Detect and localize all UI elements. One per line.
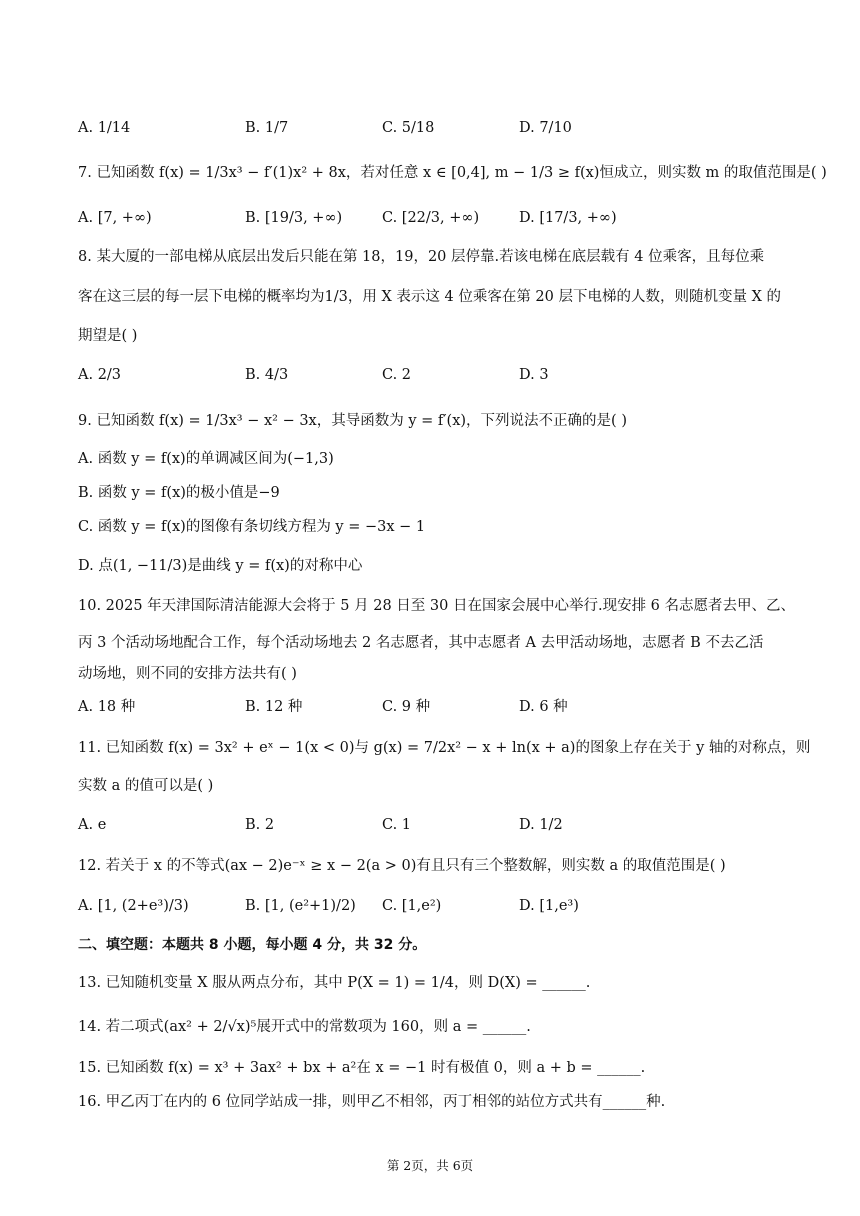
q10-line-2: 丙 3 个活动场地配合工作，每个活动场地去 2 名志愿者，其中志愿者 A 去甲活动场地，志愿者 B 不去乙活 — [78, 635, 764, 651]
q7-option-a: A. [7, +∞) — [78, 210, 152, 226]
q9-option-b: B. 函数 y = f(x)的极小值是−9 — [78, 485, 280, 501]
q12-option-b: B. [1, (e²+1)/2) — [245, 898, 356, 914]
q9-option-a: A. 函数 y = f(x)的单调减区间为(−1,3) — [78, 451, 334, 467]
q7-stem: 7. 已知函数 f(x) = 1/3x³ − f′(1)x² + 8x，若对任意 x ∈ [0,4], m − 1/3 ≥ f(x)恒成立，则实数 m 的取值范围是( ) — [78, 165, 827, 181]
q8-line-3: 期望是( ) — [78, 328, 138, 344]
q11-option-c: C. 1 — [382, 817, 412, 833]
q11-option-b: B. 2 — [245, 817, 275, 833]
q14-stem: 14. 若二项式(ax² + 2/√x)⁵展开式中的常数项为 160，则 a = ______. — [78, 1019, 531, 1035]
q8-option-a: A. 2/3 — [78, 367, 122, 383]
section-heading: 二、填空题：本题共 8 小题，每小题 4 分，共 32 分。 — [78, 937, 427, 953]
q6-option-d: D. 7/10 — [519, 120, 572, 136]
q8-option-c: C. 2 — [382, 367, 412, 383]
q6-option-b: B. 1/7 — [245, 120, 289, 136]
q12-option-c: C. [1,e²) — [382, 898, 442, 914]
page-footer: 第 2页，共 6页 — [386, 1158, 474, 1173]
q7-option-c: C. [22/3, +∞) — [382, 210, 480, 226]
q8-option-d: D. 3 — [519, 367, 549, 383]
q6-option-c: C. 5/18 — [382, 120, 435, 136]
q16-stem: 16. 甲乙丙丁在内的 6 位同学站成一排，则甲乙不相邻，丙丁相邻的站位方式共有______种. — [78, 1094, 666, 1110]
q11-line-1: 11. 已知函数 f(x) = 3x² + eˣ − 1(x < 0)与 g(x) = 7/2x² − x + ln(x + a)的图象上存在关于 y 轴的对称点，则 — [78, 740, 811, 756]
q12-option-d: D. [1,e³) — [519, 898, 579, 914]
q11-option-a: A. e — [78, 817, 107, 833]
q15-stem: 15. 已知函数 f(x) = x³ + 3ax² + bx + a²在 x = −1 时有极值 0，则 a + b = ______. — [78, 1060, 646, 1076]
q7-option-d: D. [17/3, +∞) — [519, 210, 617, 226]
q11-option-d: D. 1/2 — [519, 817, 563, 833]
q10-option-d: D. 6 种 — [519, 699, 568, 715]
q8-line-2: 客在这三层的每一层下电梯的概率均为1/3，用 X 表示这 4 位乘客在第 20 层下电梯的人数，则随机变量 X 的 — [78, 289, 782, 305]
q6-option-a: A. 1/14 — [78, 120, 131, 136]
q8-option-b: B. 4/3 — [245, 367, 289, 383]
q10-option-a: A. 18 种 — [78, 699, 136, 715]
q9-stem: 9. 已知函数 f(x) = 1/3x³ − x² − 3x，其导函数为 y = f′(x)，下列说法不正确的是( ) — [78, 413, 627, 429]
q9-option-d: D. 点(1, −11/3)是曲线 y = f(x)的对称中心 — [78, 558, 363, 574]
q7-option-b: B. [19/3, +∞) — [245, 210, 343, 226]
q10-line-1: 10. 2025 年天津国际清洁能源大会将于 5 月 28 日至 30 日在国家会展中心举行.现安排 6 名志愿者去甲、乙、 — [78, 598, 796, 614]
q10-line-3: 动场地，则不同的安排方法共有( ) — [78, 666, 297, 682]
q13-stem: 13. 已知随机变量 X 服从两点分布，其中 P(X = 1) = 1/4，则 D(X) = ______. — [78, 975, 591, 991]
q10-option-c: C. 9 种 — [382, 699, 431, 715]
q12-stem: 12. 若关于 x 的不等式(ax − 2)e⁻ˣ ≥ x − 2(a > 0)有且只有三个整数解，则实数 a 的取值范围是( ) — [78, 858, 726, 874]
q8-line-1: 8. 某大厦的一部电梯从底层出发后只能在第 18，19，20 层停靠.若该电梯在底层载有 4 位乘客，且每位乘 — [78, 249, 765, 265]
q12-option-a: A. [1, (2+e³)/3) — [78, 898, 189, 914]
q11-line-2: 实数 a 的值可以是( ) — [78, 778, 214, 794]
q9-option-c: C. 函数 y = f(x)的图像有条切线方程为 y = −3x − 1 — [78, 519, 426, 535]
q10-option-b: B. 12 种 — [245, 699, 303, 715]
